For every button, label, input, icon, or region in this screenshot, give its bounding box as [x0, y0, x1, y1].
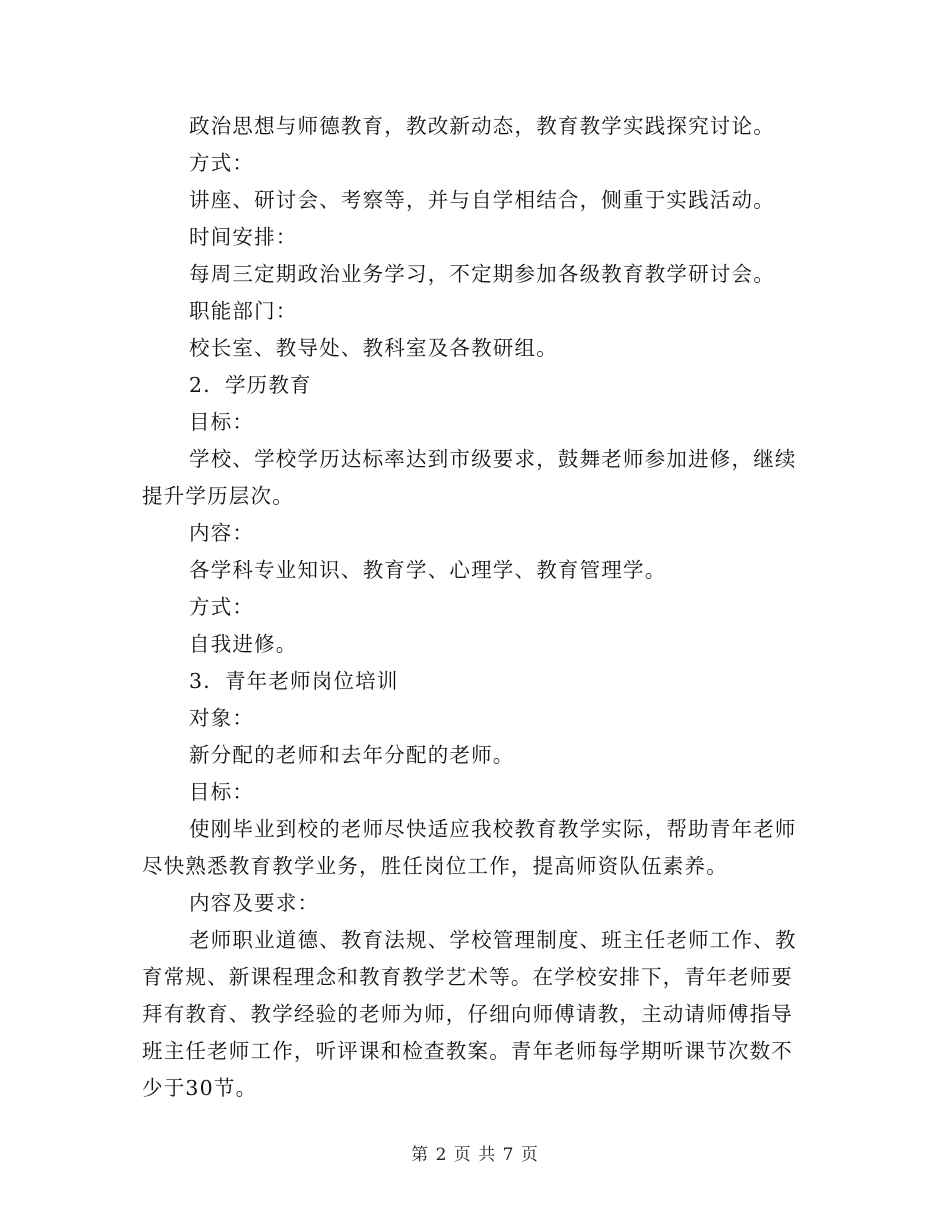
body-line: 拜有教育、教学经验的老师为师，仔细向师傅请教，主动请师傅指导 [142, 1002, 793, 1026]
body-line: 各学科专业知识、教育学、心理学、教育管理学。 [189, 558, 667, 582]
body-line: 对象： [189, 706, 255, 730]
body-line: 内容及要求： [189, 891, 320, 915]
body-line: 每周三定期政治业务学习，不定期参加各级教育教学研讨会。 [189, 262, 775, 286]
body-line: 新分配的老师和去年分配的老师。 [189, 743, 515, 767]
page-number-footer: 第 2 页 共 7 页 [411, 1145, 539, 1165]
body-line: 育常规、新课程理念和教育教学艺术等。在学校安排下，青年老师要 [142, 965, 793, 989]
body-line: 自我进修。 [189, 632, 298, 656]
body-line: 班主任老师工作，听评课和检查教案。青年老师每学期听课节次数不 [142, 1039, 793, 1063]
body-line: 方式： [189, 595, 255, 619]
body-line: 尽快熟悉教育教学业务，胜任岗位工作，提高师资队伍素养。 [142, 854, 728, 878]
body-line: 老师职业道德、教育法规、学校管理制度、班主任老师工作、教 [189, 928, 797, 952]
body-line: 方式： [189, 151, 255, 175]
body-line: 内容： [189, 521, 255, 545]
body-line: 提升学历层次。 [142, 484, 294, 508]
section-heading: 3．青年老师岗位培训 [189, 669, 399, 693]
body-line: 少于30节。 [142, 1076, 258, 1100]
body-line: 目标： [189, 410, 255, 434]
body-line: 校长室、教导处、教科室及各教研组。 [189, 336, 558, 360]
section-heading: 2．学历教育 [189, 373, 312, 397]
document-body [142, 108, 808, 1107]
body-line: 政治思想与师德教育，教改新动态，教育教学实践探究讨论。 [189, 114, 775, 138]
body-line: 使刚毕业到校的老师尽快适应我校教育教学实际，帮助青年老师 [189, 817, 797, 841]
body-line: 讲座、研讨会、考察等，并与自学相结合，侧重于实践活动。 [189, 188, 775, 212]
body-line: 时间安排： [189, 225, 298, 249]
body-line: 目标： [189, 780, 255, 804]
body-line: 职能部门： [189, 299, 298, 323]
body-line: 学校、学校学历达标率达到市级要求，鼓舞老师参加进修，继续 [189, 447, 797, 471]
